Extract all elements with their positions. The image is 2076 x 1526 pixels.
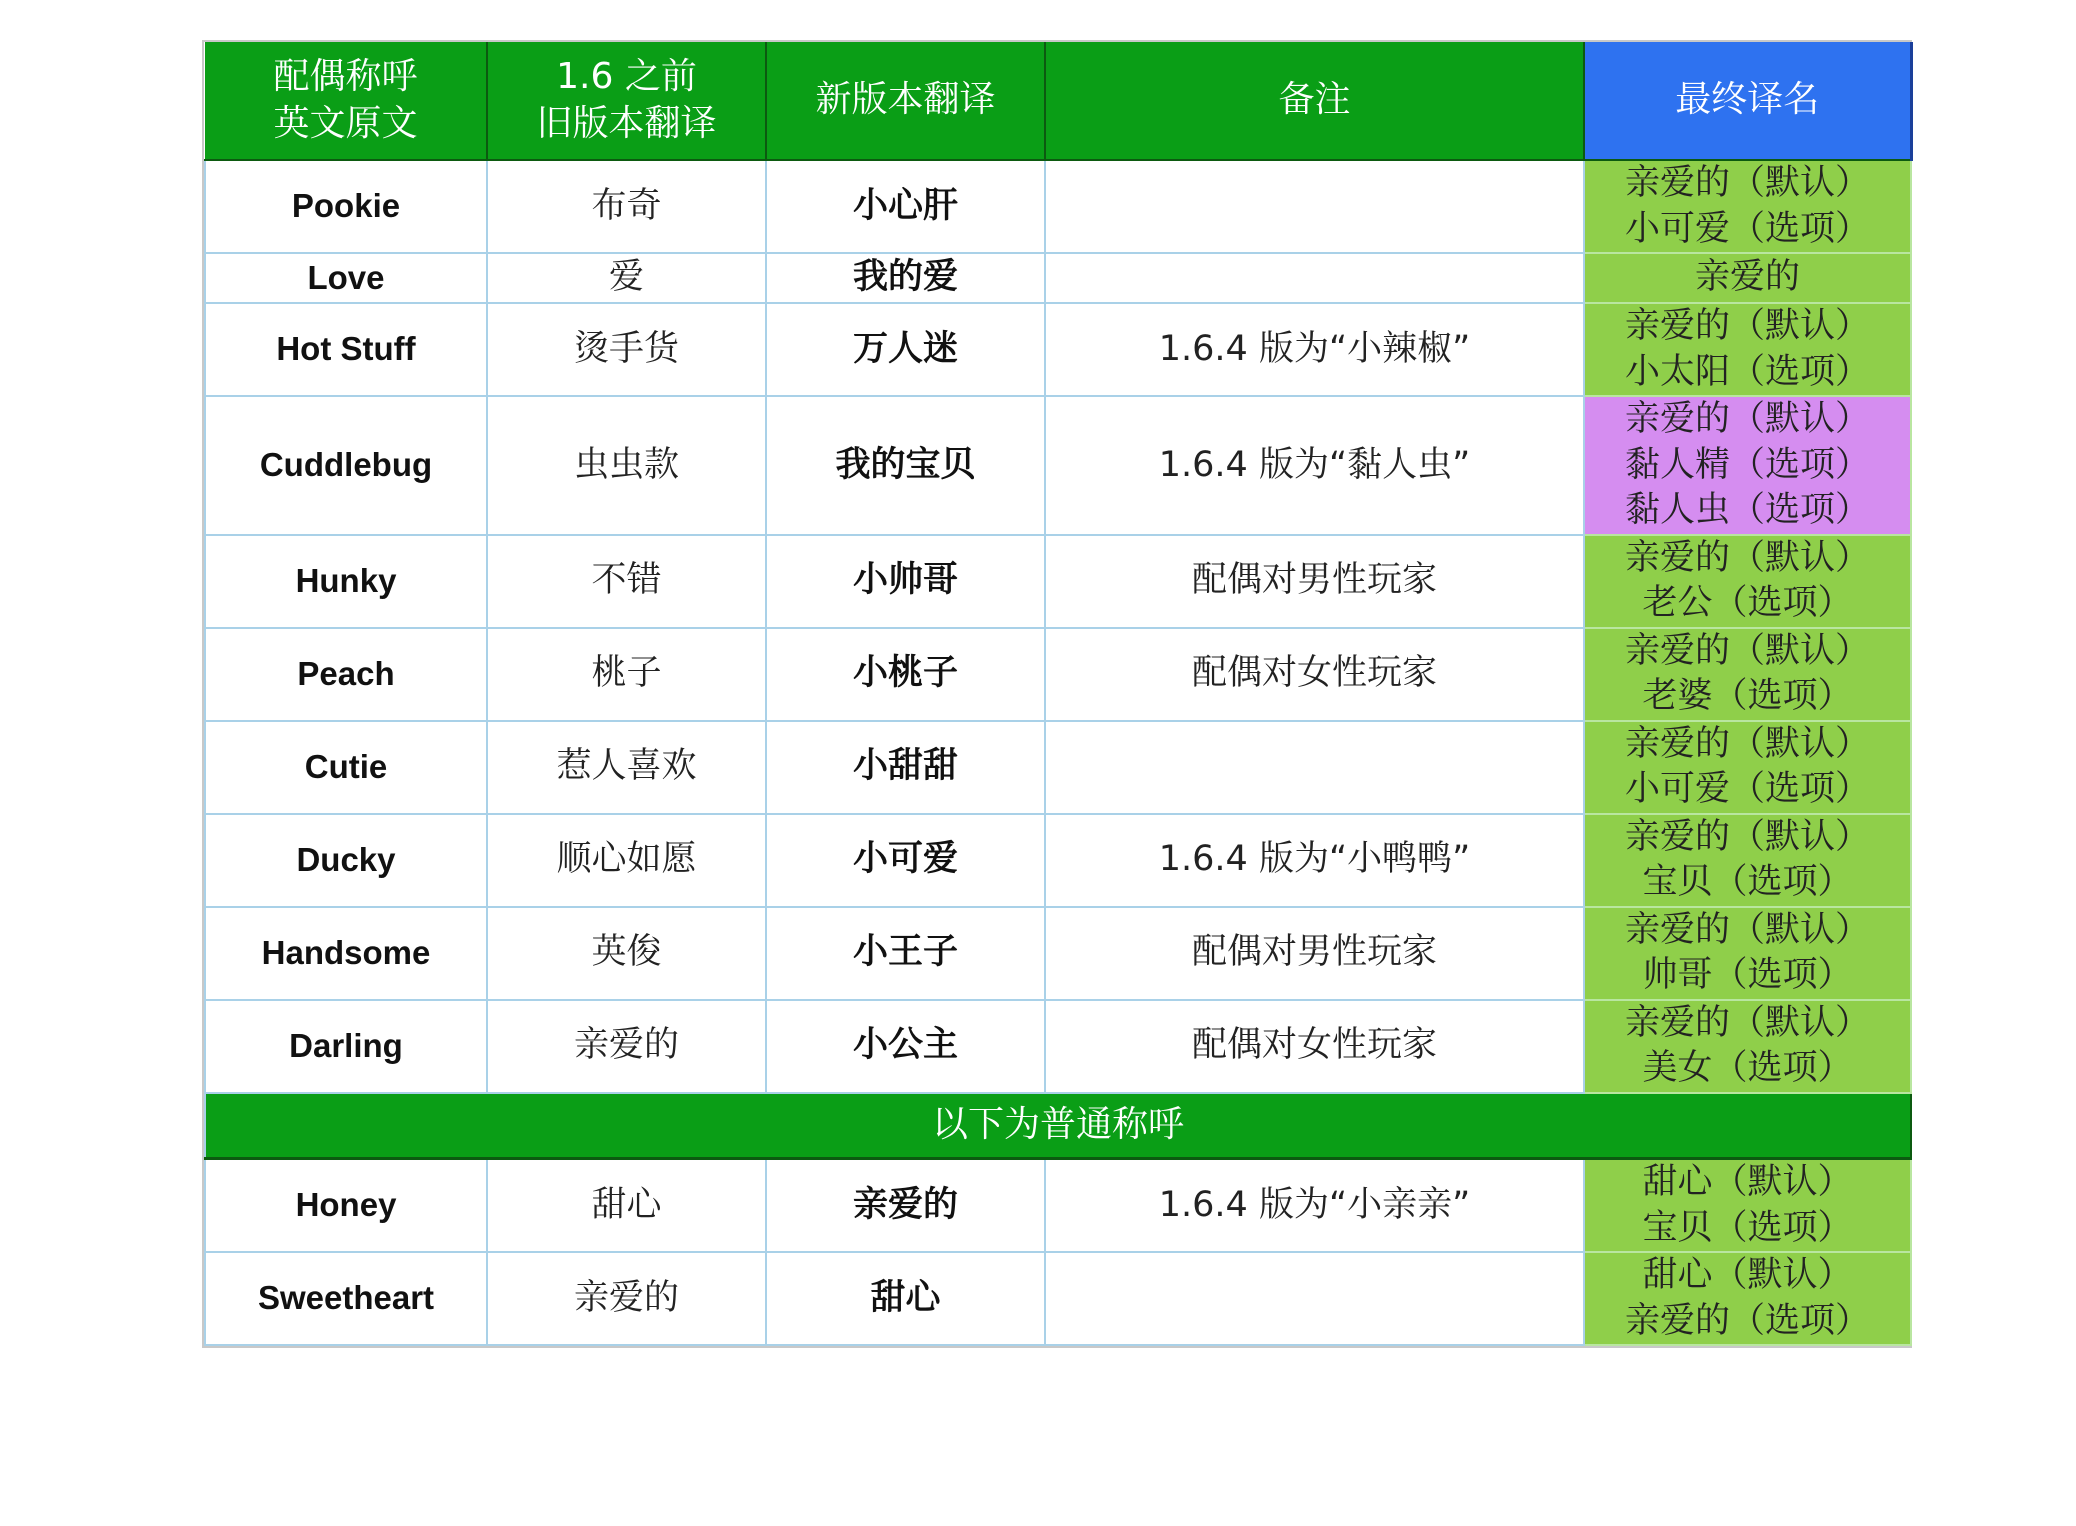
final-name-line: 亲爱的（选项） (1624, 1300, 1870, 1341)
final-name-line: 亲爱的（默认） (1624, 816, 1870, 857)
header-english-original (205, 42, 487, 160)
header-final-name: 最终译名 (1584, 42, 1911, 160)
table-row (205, 160, 1911, 253)
final-name-cell (1584, 814, 1911, 907)
old-translation-cell: 不错 (487, 535, 766, 628)
note-cell (1045, 721, 1584, 814)
final-name-line: 亲爱的（默认） (1624, 537, 1870, 578)
final-name-cell (1584, 160, 1911, 253)
final-name-line: 老公（选项） (1642, 583, 1853, 623)
final-name-line: 宝贝（选项） (1642, 862, 1853, 902)
table-row (205, 396, 1911, 535)
old-translation-cell: 虫虫款 (487, 396, 766, 535)
note-cell (1045, 1252, 1584, 1345)
table-body (205, 160, 1911, 1345)
new-translation-cell: 小甜甜 (766, 721, 1045, 814)
old-translation-cell: 亲爱的 (487, 1252, 766, 1345)
header-english-original-line2: 英文原文 (273, 102, 418, 144)
english-original-cell: Love (205, 253, 487, 303)
final-name-line: 美女（选项） (1642, 1048, 1853, 1088)
section-divider-row (205, 1093, 1911, 1159)
table-row (205, 628, 1911, 721)
new-translation-cell: 小可爱 (766, 814, 1045, 907)
final-name-cell (1584, 1252, 1911, 1345)
table-row (205, 303, 1911, 396)
final-name-line: 小可爱（选项） (1624, 769, 1870, 809)
note-cell: 1.6.4 版为“黏人虫” (1045, 396, 1584, 535)
header-english-original-line1: 配偶称呼 (273, 55, 418, 97)
new-translation-cell: 小桃子 (766, 628, 1045, 721)
old-translation-cell: 亲爱的 (487, 1000, 766, 1093)
final-name-cell (1584, 303, 1911, 396)
english-original-cell: Hunky (205, 535, 487, 628)
old-translation-cell: 爱 (487, 253, 766, 303)
final-name-cell (1584, 721, 1911, 814)
old-translation-cell: 英俊 (487, 907, 766, 1000)
final-name-line: 亲爱的 (1694, 257, 1800, 298)
note-cell: 1.6.4 版为“小辣椒” (1045, 303, 1584, 396)
final-name-cell (1584, 396, 1911, 535)
note-cell: 配偶对男性玩家 (1045, 535, 1584, 628)
new-translation-cell: 我的宝贝 (766, 396, 1045, 535)
final-name-cell (1584, 535, 1911, 628)
english-original-cell: Hot Stuff (205, 303, 487, 396)
english-original-cell: Honey (205, 1159, 487, 1253)
table-row (205, 721, 1911, 814)
english-original-cell: Pookie (205, 160, 487, 253)
note-cell: 配偶对女性玩家 (1045, 1000, 1584, 1093)
note-cell (1045, 160, 1584, 253)
new-translation-cell: 小心肝 (766, 160, 1045, 253)
new-translation-cell: 亲爱的 (766, 1159, 1045, 1253)
note-cell: 配偶对男性玩家 (1045, 907, 1584, 1000)
final-name-line: 宝贝（选项） (1642, 1207, 1853, 1248)
final-name-line: 黏人精（选项） (1624, 444, 1870, 485)
old-translation-cell: 烫手货 (487, 303, 766, 396)
english-original-cell: Cuddlebug (205, 396, 487, 535)
final-name-cell (1584, 253, 1911, 303)
final-name-line: 小太阳（选项） (1624, 351, 1870, 392)
header-new-translation: 新版本翻译 (766, 42, 1045, 160)
final-name-line: 亲爱的（默认） (1624, 909, 1870, 950)
header-old-translation (487, 42, 766, 160)
final-name-cell (1584, 1159, 1911, 1253)
note-cell: 配偶对女性玩家 (1045, 628, 1584, 721)
final-name-line: 甜心（默认） (1642, 1255, 1853, 1295)
english-original-cell: Peach (205, 628, 487, 721)
section-label: 以下为普通称呼 (205, 1093, 1911, 1159)
english-original-cell: Darling (205, 1000, 487, 1093)
final-name-line: 帅哥（选项） (1642, 955, 1853, 995)
final-name-cell (1584, 907, 1911, 1000)
table-row (205, 1000, 1911, 1093)
note-cell (1045, 253, 1584, 303)
translation-table (204, 42, 1913, 1346)
final-name-line: 黏人虫（选项） (1624, 490, 1870, 530)
table-row (205, 907, 1911, 1000)
old-translation-cell: 顺心如愿 (487, 814, 766, 907)
table-row (205, 814, 1911, 907)
english-original-cell: Handsome (205, 907, 487, 1000)
header-note: 备注 (1045, 42, 1584, 160)
table-row (205, 535, 1911, 628)
final-name-line: 亲爱的（默认） (1624, 723, 1870, 764)
header-old-translation-line2: 旧版本翻译 (536, 102, 717, 144)
final-name-cell (1584, 628, 1911, 721)
final-name-line: 亲爱的（默认） (1624, 163, 1870, 203)
english-original-cell: Cutie (205, 721, 487, 814)
final-name-line: 老婆（选项） (1642, 676, 1853, 716)
final-name-line: 甜心（默认） (1642, 1162, 1853, 1202)
old-translation-cell: 布奇 (487, 160, 766, 253)
translation-table-container (202, 40, 1912, 1348)
note-cell: 1.6.4 版为“小鸭鸭” (1045, 814, 1584, 907)
table-row (205, 253, 1911, 303)
old-translation-cell: 惹人喜欢 (487, 721, 766, 814)
header-row (205, 42, 1911, 160)
header-old-translation-line1: 1.6 之前 (556, 55, 697, 97)
final-name-line: 亲爱的（默认） (1624, 1002, 1870, 1043)
english-original-cell: Ducky (205, 814, 487, 907)
new-translation-cell: 小公主 (766, 1000, 1045, 1093)
table-row (205, 1252, 1911, 1345)
new-translation-cell: 我的爱 (766, 253, 1045, 303)
final-name-line: 亲爱的（默认） (1624, 306, 1870, 346)
new-translation-cell: 小帅哥 (766, 535, 1045, 628)
english-original-cell: Sweetheart (205, 1252, 487, 1345)
new-translation-cell: 甜心 (766, 1252, 1045, 1345)
final-name-line: 亲爱的（默认） (1624, 630, 1870, 671)
table-row (205, 1159, 1911, 1253)
new-translation-cell: 万人迷 (766, 303, 1045, 396)
note-cell: 1.6.4 版为“小亲亲” (1045, 1159, 1584, 1253)
new-translation-cell: 小王子 (766, 907, 1045, 1000)
final-name-line: 亲爱的（默认） (1624, 399, 1870, 439)
final-name-cell (1584, 1000, 1911, 1093)
old-translation-cell: 桃子 (487, 628, 766, 721)
old-translation-cell: 甜心 (487, 1159, 766, 1253)
final-name-line: 小可爱（选项） (1624, 208, 1870, 249)
